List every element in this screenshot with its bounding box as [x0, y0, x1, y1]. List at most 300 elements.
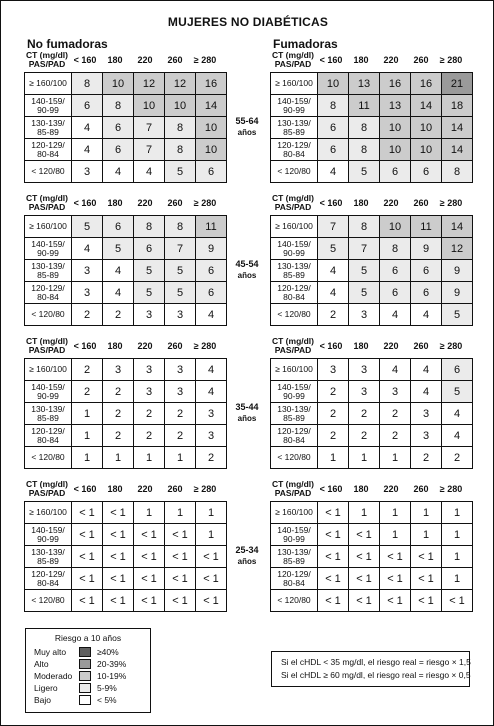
- risk-cell: < 1: [318, 546, 349, 568]
- row-label-line: 140-159/: [277, 381, 311, 392]
- table-row: [25, 260, 227, 282]
- risk-cell: < 1: [134, 524, 165, 546]
- table-header-label: [24, 337, 70, 355]
- age-group-label: [227, 545, 267, 567]
- risk-cell: 3: [72, 282, 103, 304]
- risk-cell: 8: [349, 117, 380, 139]
- risk-cell: 10: [411, 117, 442, 139]
- table-row: [271, 546, 473, 568]
- header-ct-label: CT (mg/dl): [271, 50, 315, 60]
- row-label-line: 85-89: [283, 555, 305, 566]
- row-label-line: ≥ 160/100: [29, 221, 67, 231]
- row-label-line: 140-159/: [277, 95, 311, 106]
- column-header: 220: [137, 55, 153, 65]
- legend-swatch: [79, 683, 91, 693]
- risk-cell: < 1: [442, 590, 473, 612]
- table-row: [271, 282, 473, 304]
- column-header: < 160: [319, 198, 343, 208]
- risk-cell: 4: [196, 381, 227, 403]
- risk-cell: 10: [318, 73, 349, 95]
- row-label-line: 80-84: [37, 148, 59, 159]
- risk-cell: < 1: [165, 546, 196, 568]
- risk-cell: 5: [165, 161, 196, 183]
- row-label-line: 120-129/: [31, 282, 65, 293]
- row-label: [271, 161, 318, 183]
- column-header: 220: [383, 198, 399, 208]
- risk-cell: 5: [134, 260, 165, 282]
- row-label-line: 85-89: [37, 126, 59, 137]
- column-header: 180: [353, 341, 369, 351]
- legend-item-range: 20-39%: [97, 659, 127, 669]
- risk-cell: < 1: [72, 524, 103, 546]
- risk-cell: 13: [349, 73, 380, 95]
- risk-cell: 2: [165, 403, 196, 425]
- risk-cell: < 1: [318, 502, 349, 524]
- risk-cell: 10: [196, 139, 227, 161]
- header-pas-pad-label: PAS/PAD: [28, 59, 66, 69]
- table-row: [271, 304, 473, 326]
- column-header: 180: [353, 484, 369, 494]
- row-label: [25, 568, 72, 590]
- column-header: < 160: [319, 484, 343, 494]
- table-row: [25, 568, 227, 590]
- row-label-line: 120-129/: [31, 139, 65, 150]
- header-pas-pad-label: PAS/PAD: [28, 345, 66, 355]
- risk-cell: 13: [380, 95, 411, 117]
- risk-cell: 3: [103, 359, 134, 381]
- risk-cell: 4: [380, 359, 411, 381]
- risk-cell: 2: [72, 359, 103, 381]
- row-label-line: 140-159/: [277, 524, 311, 535]
- row-label: [25, 117, 72, 139]
- risk-cell: 5: [349, 260, 380, 282]
- risk-cell: 1: [72, 403, 103, 425]
- risk-cell: 2: [411, 447, 442, 469]
- risk-cell: 12: [134, 73, 165, 95]
- column-header: < 160: [319, 55, 343, 65]
- risk-cell: 5: [442, 304, 473, 326]
- row-label: [271, 524, 318, 546]
- row-label-line: 140-159/: [31, 524, 65, 535]
- table-row: [271, 216, 473, 238]
- table-header-label: [270, 480, 316, 498]
- risk-cell: < 1: [72, 546, 103, 568]
- row-label-line: ≥ 160/100: [29, 78, 67, 88]
- risk-cell: 1: [72, 447, 103, 469]
- legend-item-range: < 5%: [97, 695, 117, 705]
- row-label-line: ≥ 160/100: [29, 364, 67, 374]
- table-row: [271, 590, 473, 612]
- table-row: [25, 447, 227, 469]
- row-label-line: 80-84: [283, 291, 305, 302]
- risk-cell: < 1: [349, 524, 380, 546]
- risk-cell: < 1: [349, 568, 380, 590]
- risk-cell: 3: [72, 161, 103, 183]
- row-label-line: 85-89: [283, 412, 305, 423]
- row-label: [25, 502, 72, 524]
- table-row: [271, 502, 473, 524]
- row-label-line: 80-84: [283, 577, 305, 588]
- table-row: [25, 546, 227, 568]
- row-label-line: 130-139/: [277, 546, 311, 557]
- row-label-line: 130-139/: [277, 117, 311, 128]
- risk-cell: 2: [349, 425, 380, 447]
- row-label: [271, 139, 318, 161]
- risk-cell: 1: [196, 524, 227, 546]
- table-row: [25, 524, 227, 546]
- risk-cell: 2: [318, 425, 349, 447]
- risk-cell: 11: [411, 216, 442, 238]
- column-header: 260: [413, 55, 429, 65]
- risk-cell: 14: [442, 117, 473, 139]
- table-row: [25, 425, 227, 447]
- risk-cell: 9: [196, 238, 227, 260]
- row-label-line: 80-84: [283, 148, 305, 159]
- row-label-line: ≥ 160/100: [275, 364, 313, 374]
- row-label-line: 85-89: [37, 269, 59, 280]
- risk-cell: 6: [103, 139, 134, 161]
- legend-item-label: Muy alto: [34, 647, 67, 657]
- row-label-line: ≥ 160/100: [275, 78, 313, 88]
- risk-cell: 3: [134, 359, 165, 381]
- header-pas-pad-label: PAS/PAD: [274, 488, 312, 498]
- legend-swatch: [79, 671, 91, 681]
- risk-cell: 8: [442, 161, 473, 183]
- row-label-line: < 120/80: [277, 166, 311, 176]
- risk-cell: 6: [318, 117, 349, 139]
- legend-item-range: 10-19%: [97, 671, 127, 681]
- risk-cell: < 1: [72, 502, 103, 524]
- legend-item-label: Alto: [34, 659, 49, 669]
- row-label-line: 90-99: [37, 247, 59, 258]
- column-header: 180: [107, 341, 123, 351]
- row-label: [25, 216, 72, 238]
- risk-cell: 3: [411, 403, 442, 425]
- section-non-smokers-title: No fumadoras: [27, 37, 108, 51]
- column-header: < 160: [73, 55, 97, 65]
- table-row: [25, 590, 227, 612]
- age-group-label: [227, 402, 267, 424]
- risk-cell: 1: [349, 502, 380, 524]
- column-header: ≥ 280: [439, 341, 463, 351]
- risk-cell: 9: [442, 260, 473, 282]
- risk-cell: < 1: [196, 590, 227, 612]
- risk-cell: 9: [442, 282, 473, 304]
- legend-swatch: [79, 695, 91, 705]
- row-label-line: < 120/80: [31, 309, 65, 319]
- risk-cell: < 1: [196, 568, 227, 590]
- risk-cell: 8: [134, 216, 165, 238]
- table-row: [271, 161, 473, 183]
- risk-cell: 6: [411, 260, 442, 282]
- risk-cell: 7: [134, 117, 165, 139]
- row-label-line: 140-159/: [31, 95, 65, 106]
- risk-cell: < 1: [72, 568, 103, 590]
- row-label-line: 130-139/: [277, 403, 311, 414]
- risk-cell: 10: [380, 117, 411, 139]
- row-label: [25, 73, 72, 95]
- risk-cell: 12: [442, 238, 473, 260]
- risk-cell: 10: [165, 95, 196, 117]
- column-header: 180: [353, 198, 369, 208]
- row-label-line: 80-84: [37, 434, 59, 445]
- risk-cell: 6: [103, 117, 134, 139]
- risk-cell: 3: [134, 304, 165, 326]
- risk-cell: 2: [165, 425, 196, 447]
- section-smokers-title: Fumadoras: [273, 37, 338, 51]
- table-row: [271, 359, 473, 381]
- hdl-note: [271, 651, 470, 687]
- column-header: ≥ 280: [193, 484, 217, 494]
- risk-table-right: [270, 501, 473, 612]
- table-row: [25, 73, 227, 95]
- legend-item-range: 5-9%: [97, 683, 117, 693]
- risk-cell: 11: [349, 95, 380, 117]
- row-label: [25, 260, 72, 282]
- risk-cell: 2: [103, 381, 134, 403]
- risk-cell: 3: [318, 359, 349, 381]
- row-label-line: 140-159/: [31, 381, 65, 392]
- risk-cell: 8: [349, 216, 380, 238]
- risk-cell: 2: [318, 403, 349, 425]
- row-label-line: ≥ 160/100: [29, 507, 67, 517]
- row-label-line: 140-159/: [31, 238, 65, 249]
- row-label: [271, 447, 318, 469]
- row-label: [271, 590, 318, 612]
- risk-cell: 1: [380, 524, 411, 546]
- risk-cell: 2: [103, 425, 134, 447]
- risk-cell: 3: [380, 381, 411, 403]
- risk-cell: 2: [196, 447, 227, 469]
- header-ct-label: CT (mg/dl): [271, 336, 315, 346]
- risk-cell: 3: [196, 425, 227, 447]
- row-label: [25, 546, 72, 568]
- risk-cell: 10: [134, 95, 165, 117]
- risk-cell: 6: [196, 260, 227, 282]
- row-label-line: 130-139/: [31, 117, 65, 128]
- risk-cell: 4: [318, 260, 349, 282]
- risk-cell: 6: [196, 282, 227, 304]
- table-row: [271, 117, 473, 139]
- table-row: [271, 447, 473, 469]
- risk-cell: 8: [380, 238, 411, 260]
- row-label-line: < 120/80: [31, 166, 65, 176]
- risk-cell: 5: [165, 282, 196, 304]
- column-header: 180: [353, 55, 369, 65]
- risk-cell: < 1: [349, 546, 380, 568]
- risk-cell: 6: [196, 161, 227, 183]
- risk-cell: 5: [72, 216, 103, 238]
- risk-cell: 1: [380, 447, 411, 469]
- risk-cell: 3: [165, 359, 196, 381]
- risk-cell: < 1: [134, 546, 165, 568]
- risk-cell: 4: [411, 381, 442, 403]
- risk-cell: 3: [134, 381, 165, 403]
- risk-cell: 10: [380, 216, 411, 238]
- table-row: [271, 381, 473, 403]
- risk-cell: < 1: [349, 590, 380, 612]
- risk-cell: 1: [411, 502, 442, 524]
- legend-swatch: [79, 647, 91, 657]
- risk-cell: 14: [196, 95, 227, 117]
- table-row: [25, 139, 227, 161]
- row-label-line: 130-139/: [277, 260, 311, 271]
- risk-cell: 7: [318, 216, 349, 238]
- table-row: [25, 381, 227, 403]
- row-label: [271, 238, 318, 260]
- risk-table-left: [24, 358, 227, 469]
- column-header: 220: [383, 341, 399, 351]
- legend-item-label: Moderado: [34, 671, 73, 681]
- risk-cell: < 1: [165, 568, 196, 590]
- risk-cell: 7: [349, 238, 380, 260]
- risk-cell: < 1: [103, 524, 134, 546]
- header-ct-label: CT (mg/dl): [271, 193, 315, 203]
- header-pas-pad-label: PAS/PAD: [274, 59, 312, 69]
- risk-cell: 5: [318, 238, 349, 260]
- risk-cell: < 1: [380, 546, 411, 568]
- row-label: [271, 117, 318, 139]
- column-header: < 160: [73, 198, 97, 208]
- row-label: [25, 282, 72, 304]
- risk-cell: 10: [380, 139, 411, 161]
- risk-cell: 1: [442, 524, 473, 546]
- risk-cell: 4: [380, 304, 411, 326]
- risk-cell: < 1: [380, 590, 411, 612]
- row-label-line: < 120/80: [277, 452, 311, 462]
- table-row: [271, 524, 473, 546]
- risk-cell: < 1: [103, 546, 134, 568]
- risk-cell: 1: [165, 447, 196, 469]
- risk-cell: 1: [134, 502, 165, 524]
- risk-cell: 1: [103, 447, 134, 469]
- age-group-label-line: 55-64: [235, 116, 259, 126]
- risk-cell: 2: [349, 403, 380, 425]
- risk-cell: < 1: [103, 590, 134, 612]
- risk-cell: 7: [134, 139, 165, 161]
- risk-cell: < 1: [411, 568, 442, 590]
- risk-cell: 4: [103, 282, 134, 304]
- risk-cell: 3: [72, 260, 103, 282]
- risk-cell: 2: [442, 447, 473, 469]
- column-header: < 160: [319, 341, 343, 351]
- table-row: [25, 359, 227, 381]
- risk-cell: 4: [196, 359, 227, 381]
- table-row: [271, 238, 473, 260]
- risk-cell: 1: [349, 447, 380, 469]
- risk-cell: 8: [103, 95, 134, 117]
- age-group-label-line: años: [237, 414, 257, 423]
- risk-cell: 6: [72, 95, 103, 117]
- header-ct-label: CT (mg/dl): [25, 50, 69, 60]
- row-label: [271, 403, 318, 425]
- risk-cell: 4: [411, 304, 442, 326]
- row-label: [25, 447, 72, 469]
- table-header-label: [270, 337, 316, 355]
- row-label: [25, 381, 72, 403]
- risk-cell: 2: [318, 304, 349, 326]
- risk-cell: 1: [196, 502, 227, 524]
- risk-cell: 8: [72, 73, 103, 95]
- risk-cell: 10: [411, 139, 442, 161]
- column-header: 260: [167, 55, 183, 65]
- row-label-line: 80-84: [37, 291, 59, 302]
- risk-cell: 1: [72, 425, 103, 447]
- risk-cell: 8: [349, 139, 380, 161]
- risk-cell: < 1: [318, 590, 349, 612]
- risk-cell: < 1: [380, 568, 411, 590]
- row-label: [271, 425, 318, 447]
- row-label-line: 90-99: [37, 104, 59, 115]
- risk-cell: < 1: [72, 590, 103, 612]
- row-label: [25, 304, 72, 326]
- table-row: [25, 216, 227, 238]
- age-group-label-line: 35-44: [235, 402, 259, 412]
- risk-cell: 4: [196, 304, 227, 326]
- risk-cell: 8: [165, 117, 196, 139]
- risk-cell: < 1: [134, 568, 165, 590]
- row-label-line: 120-129/: [31, 568, 65, 579]
- risk-cell: 6: [380, 282, 411, 304]
- risk-cell: < 1: [103, 502, 134, 524]
- row-label-line: ≥ 160/100: [275, 221, 313, 231]
- table-row: [25, 403, 227, 425]
- row-label: [271, 216, 318, 238]
- risk-cell: 6: [411, 161, 442, 183]
- row-label: [271, 359, 318, 381]
- row-label: [271, 546, 318, 568]
- risk-cell: 11: [196, 216, 227, 238]
- row-label-line: 120-129/: [31, 425, 65, 436]
- risk-cell: 6: [442, 359, 473, 381]
- row-label-line: 85-89: [283, 126, 305, 137]
- table-header-label: [24, 480, 70, 498]
- risk-cell: 14: [442, 139, 473, 161]
- table-header-label: [270, 51, 316, 69]
- row-label-line: 90-99: [283, 390, 305, 401]
- row-label: [271, 73, 318, 95]
- table-row: [25, 502, 227, 524]
- row-label-line: < 120/80: [277, 309, 311, 319]
- risk-cell: 3: [196, 403, 227, 425]
- row-label-line: 130-139/: [31, 546, 65, 557]
- header-ct-label: CT (mg/dl): [25, 336, 69, 346]
- risk-cell: 2: [134, 403, 165, 425]
- risk-cell: 6: [318, 139, 349, 161]
- age-group-label-line: 45-54: [235, 259, 259, 269]
- row-label: [271, 502, 318, 524]
- risk-cell: 1: [442, 502, 473, 524]
- column-header: 260: [167, 484, 183, 494]
- column-header: ≥ 280: [193, 55, 217, 65]
- table-row: [271, 95, 473, 117]
- risk-cell: 8: [318, 95, 349, 117]
- row-label-line: < 120/80: [31, 595, 65, 605]
- risk-cell: 2: [72, 304, 103, 326]
- table-row: [25, 282, 227, 304]
- header-ct-label: CT (mg/dl): [271, 479, 315, 489]
- table-row: [271, 73, 473, 95]
- row-label-line: 120-129/: [277, 568, 311, 579]
- table-row: [25, 95, 227, 117]
- row-label: [25, 359, 72, 381]
- column-header: 180: [107, 484, 123, 494]
- risk-table-right: [270, 358, 473, 469]
- risk-cell: 8: [165, 216, 196, 238]
- risk-cell: 14: [411, 95, 442, 117]
- risk-cell: 1: [380, 502, 411, 524]
- table-row: [271, 568, 473, 590]
